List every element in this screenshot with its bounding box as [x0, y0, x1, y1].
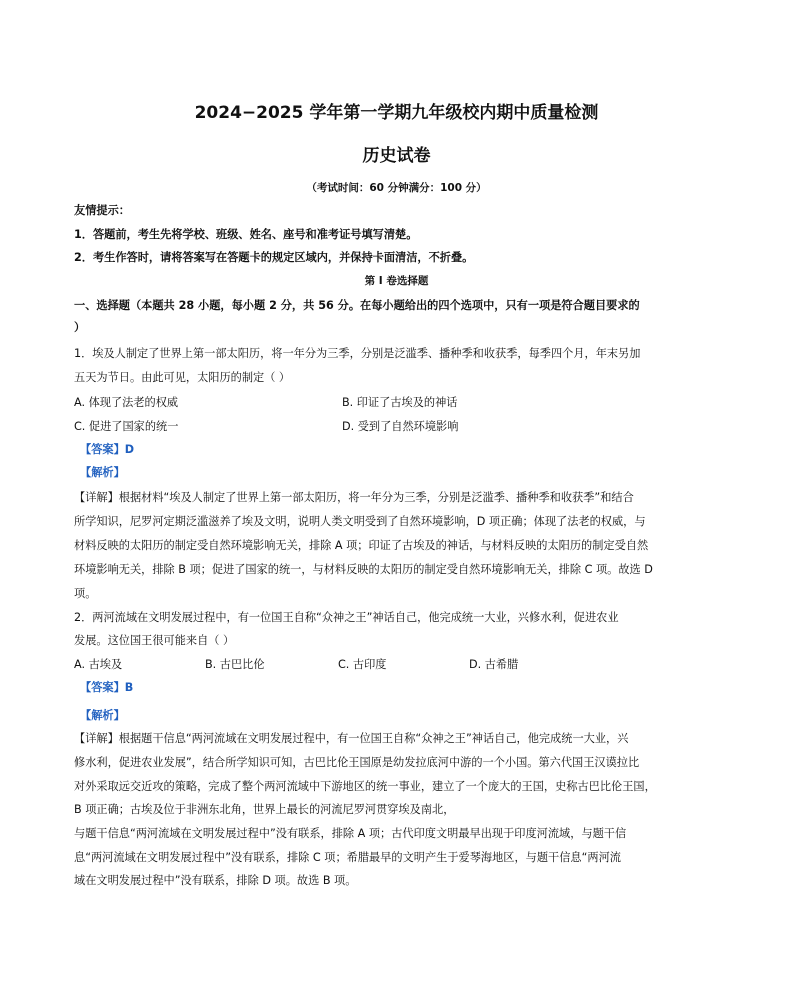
question-1-detail: 环境影响无关，排除 B 项；促进了国家的统一，与材料反映的太阳历的制定受自然环境影响无关，排除 C 项。故选 D: [74, 563, 653, 576]
question-1-stem: 五天为节日。由此可见，太阳历的制定（ ）: [74, 371, 291, 384]
question-1-answer: 【答案】D: [80, 443, 135, 456]
question-2-detail: 【详解】根据题干信息“两河流域在文明发展过程中，有一位国王自称“众神之王”神话自己，他完成统一大业，兴: [74, 732, 629, 745]
tip-item: 1．答题前，考生先将学校、班级、姓名、座号和准考证号填写清楚。: [74, 228, 418, 241]
question-1-option-b: B. 印证了古埃及的神话: [342, 396, 458, 409]
question-1-detail: 【详解】根据材料“埃及人制定了世界上第一部太阳历，将一年分为三季，分别是泛滥季、播种季和收获季”和结合: [74, 491, 634, 504]
question-2-detail: 修水利，促进农业发展”，结合所学知识可知，古巴比伦王国原是幼发拉底河中游的一个小国。第六代国王汉谟拉比: [74, 756, 640, 769]
question-2-stem: 发展。这位国王很可能来自（ ）: [74, 634, 235, 647]
question-2-option-a: A. 古埃及: [74, 658, 123, 671]
question-1-analysis-label: 【解析】: [80, 466, 125, 479]
question-1-detail: 项。: [74, 587, 97, 600]
question-1-option-c: C. 促进了国家的统一: [74, 420, 179, 433]
question-1-option-d: D. 受到了自然环境影响: [342, 420, 459, 433]
question-2-option-d: D. 古希腊: [469, 658, 519, 671]
tip-item: 2．考生作答时，请将答案写在答题卡的规定区域内，并保持卡面清洁，不折叠。: [74, 251, 474, 264]
exam-title: 2024−2025 学年第一学期九年级校内期中质量检测: [194, 103, 599, 123]
question-1-detail: 所学知识，尼罗河定期泛滥滋养了埃及文明，说明人类文明受到了自然环境影响，D 项正确；体现了法老的权威，与: [74, 515, 646, 528]
section-name: 第 I 卷选择题: [364, 275, 429, 287]
section-instruction-end: ）: [74, 321, 86, 334]
question-2-analysis-label: 【解析】: [80, 709, 125, 722]
question-2-detail: B 项正确；古埃及位于非洲东北角，世界上最长的河流尼罗河贯穿埃及南北，: [74, 803, 455, 816]
question-2-option-b: B. 古巴比伦: [205, 658, 265, 671]
question-1-option-a: A. 体现了法老的权威: [74, 396, 179, 409]
question-1-stem: 1．埃及人制定了世界上第一部太阳历，将一年分为三季，分别是泛滥季、播种季和收获季，每季四个月，年末另加: [74, 347, 641, 360]
question-2-option-c: C. 古印度: [338, 658, 387, 671]
exam-subject: 历史试卷: [362, 146, 431, 166]
question-2-detail: 对外采取远交近攻的策略，完成了整个两河流域中下游地区的统一事业，建立了一个庞大的王国，史称古巴比伦王国，: [74, 780, 656, 793]
exam-note: （考试时间：60 分钟满分：100 分）: [306, 182, 487, 194]
question-1-detail: 材料反映的太阳历的制定受自然环境影响无关，排除 A 项；印证了古埃及的神话，与材料反映的太阳历的制定受自然: [74, 539, 649, 552]
question-2-detail: 与题干信息“两河流域在文明发展过程中”没有联系，排除 A 项；古代印度文明最早出现于印度河流域，与题干信: [74, 827, 627, 840]
question-2-detail: 域在文明发展过程中”没有联系，排除 D 项。故选 B 项。: [74, 874, 357, 887]
tips-heading: 友情提示：: [74, 204, 130, 217]
question-2-stem: 2．两河流域在文明发展过程中，有一位国王自称“众神之王”神话自己，他完成统一大业，兴修水利，促进农业: [74, 611, 619, 624]
section-instruction: 一、选择题（本题共 28 小题，每小题 2 分，共 56 分。在每小题给出的四个选项中，只有一项是符合题目要求的: [74, 299, 640, 312]
question-2-answer: 【答案】B: [80, 681, 134, 694]
question-2-detail: 息“两河流域在文明发展过程中”没有联系，排除 C 项；希腊最早的文明产生于爱琴海地区，与题干信息“两河流: [74, 851, 621, 864]
